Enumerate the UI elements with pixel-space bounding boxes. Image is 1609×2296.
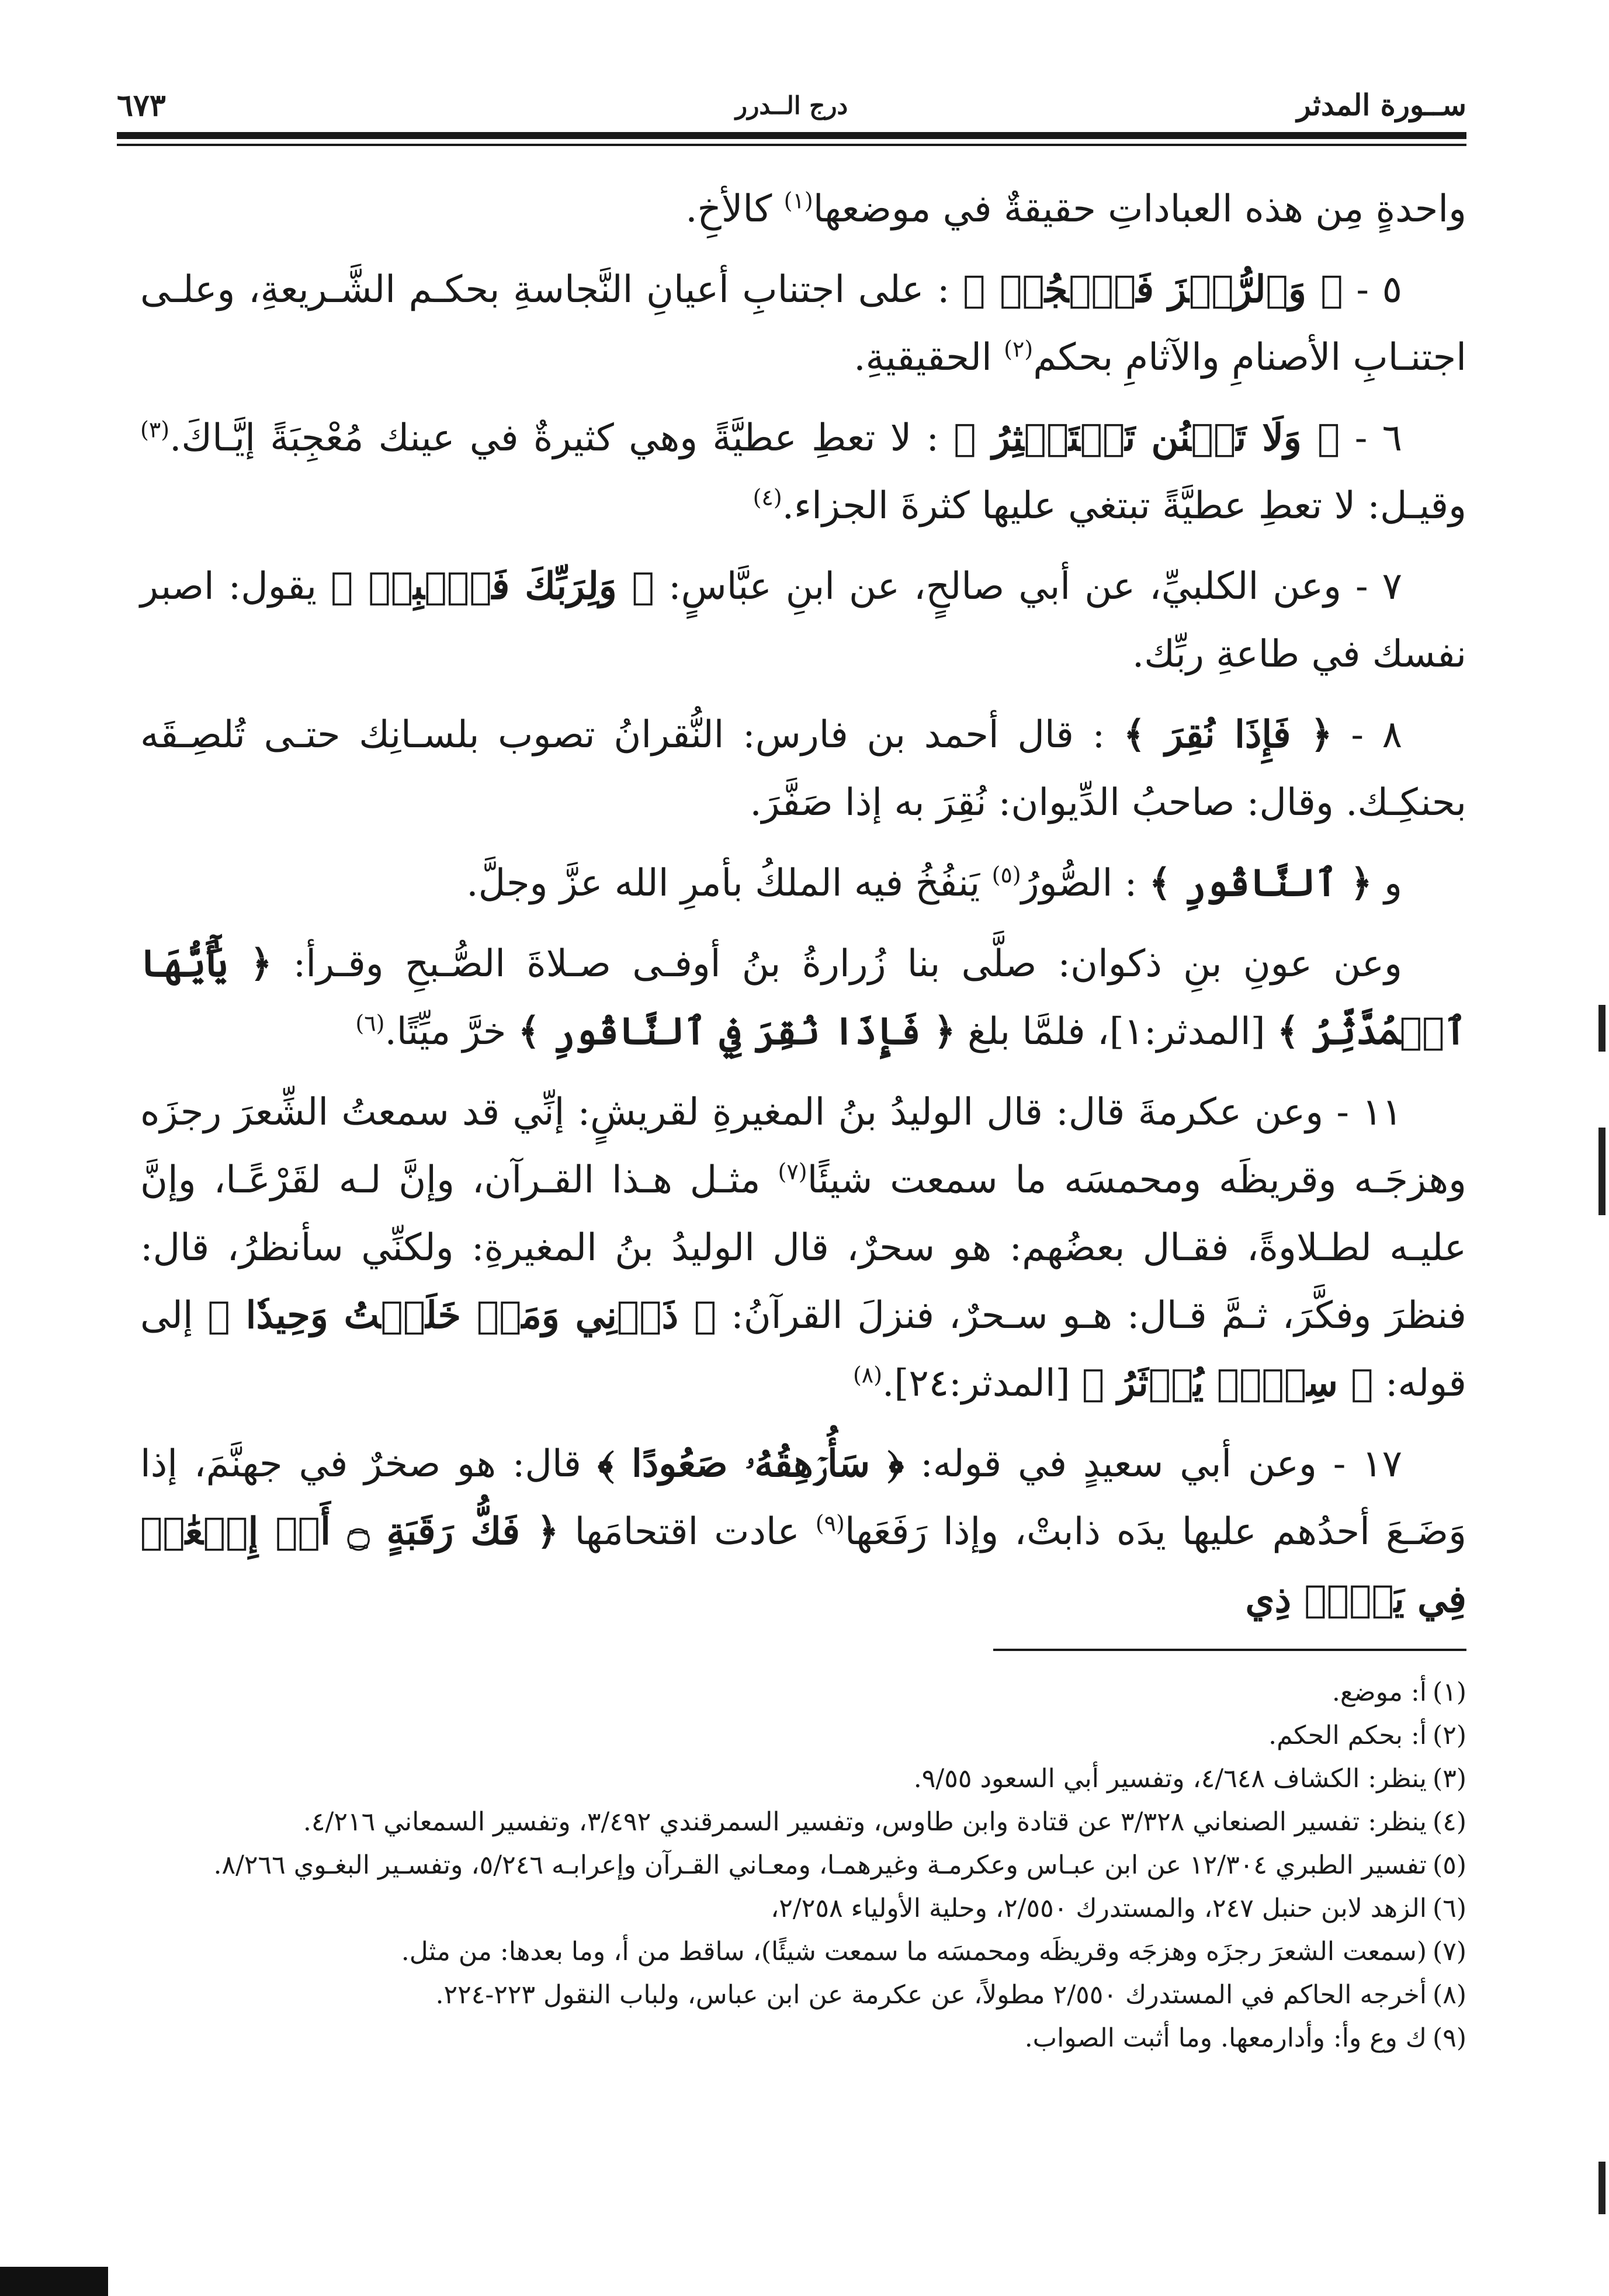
- footnote-7: [140, 1930, 1466, 1974]
- footnote-1: [140, 1671, 1466, 1714]
- footnote-text: (سمعت الشعرَ رجزَه وهزجَه وقريظَه ومحمسَه ما سمعت شيئًا)، ساقط من أ، وما بعدها: من مثل.: [401, 1937, 1427, 1966]
- footnote-5: [140, 1844, 1466, 1887]
- footnote-text: ينظر: الكشاف ٤/٦٤٨، وتفسير أبي السعود ٩/٥٥.: [913, 1764, 1427, 1794]
- p2-text: : على اجتنابِ أعيانِ النَّجاسةِ بحكـم الشَّـريعةِ، وعلـى اجتنـابِ الأصنامِ والآثامِ بحكم: [140, 268, 1466, 379]
- main-text: [140, 175, 1466, 1646]
- p3-tail: وقيـل: لا تعطِ عطيَّةً تبتغي عليها كثرةَ الجزاء.: [782, 484, 1466, 528]
- scan-bottom-bar: [0, 2267, 108, 2296]
- header-rule-thin: [117, 144, 1466, 146]
- p9-text3: عادت اقتحامَها: [559, 1510, 816, 1553]
- p8-tail: [المدثر:٢٤].: [882, 1362, 1082, 1405]
- scan-edge-mark: [1598, 2162, 1605, 2214]
- quran-ayah: ﴿ يَٰٓأَيُّهَا ٱلۡمُدَّثِّرُ ﴾: [140, 942, 1466, 1053]
- page-header: [117, 88, 1466, 129]
- quran-ayah: ﴿ ٱلنَّاقُورِ ﴾: [1149, 861, 1372, 905]
- footnote-ref: (٦): [355, 1010, 385, 1036]
- footnote-text: ك وع وأ: وأدارمعها. وما أثبت الصواب.: [1024, 2023, 1427, 2053]
- p8-text: وعن عكرمةَ قال: قال الوليدُ بنُ المغيرةِ لقريشٍ: إنِّي قد سمعتُ الشِّعرَ رجزَه وهزجَـه وقريظَه ومحمسَه ما سمعت شيئًا: [140, 1091, 1467, 1202]
- paragraph-6: [140, 849, 1466, 917]
- p3-text: : لا تعطِ عطيَّةً وهي كثيرةٌ في عينك مُعْجِبَةً إيَّـاكَ.: [169, 417, 954, 460]
- footnote-text: أ: بحكم الحكم.: [1268, 1721, 1427, 1750]
- footnote-text: أ: موضع.: [1331, 1677, 1427, 1707]
- footnote-4: [140, 1801, 1466, 1844]
- p8-text3: إلى قوله:: [140, 1294, 1466, 1405]
- p6-tail: يَنفُخُ فيه الملكُ بأمرِ الله عزَّ وجلَّ.: [466, 862, 992, 905]
- footnote-ref: (٤): [753, 484, 782, 511]
- footnote-9: [140, 2017, 1466, 2060]
- footnote-ref: (٧): [778, 1159, 807, 1185]
- paragraph-4: [140, 553, 1466, 688]
- footnote-ref: (٣): [140, 417, 170, 443]
- paragraph-2: [140, 256, 1466, 391]
- surah-title: ســورة المدثر: [1296, 88, 1466, 122]
- item-number: ٦ -: [1340, 417, 1403, 460]
- scan-edge-mark: [1598, 1005, 1605, 1052]
- item-number: ١٧ -: [1316, 1442, 1403, 1486]
- item-number: ٥ -: [1343, 268, 1403, 311]
- p9-text2: قال: هو صخرٌ في جهنَّمَ، إذا وَضَـعَ أحدُهم عليها يدَه ذابتْ، وإذا رَفَعَها: [140, 1442, 1467, 1553]
- paragraph-5: [140, 701, 1466, 837]
- footnote-number: (٢): [1433, 1721, 1466, 1750]
- p8-text2: مثـل هـذا القـرآن، وإنَّ لـه لقَرْعًـا، وإنَّ عليـه لطـلاوةً، فقـال بعضُهم: هو سحرٌ، قال الوليدُ بنُ المغيرةِ: ولكنِّي سأنظرُ، قال: فنظرَ وفكَّرَ، ثـمَّ قـال: هـو سـحرٌ، فنزلَ القرآنُ:: [140, 1159, 1467, 1337]
- page-number: ٦٧٣: [117, 88, 166, 123]
- quran-ayah: ﴿ وَلِرَبِّكَ فَٱصۡبِرۡ ﴾: [331, 564, 655, 608]
- quran-ayah: ﴿ سَأُرۡهِقُهُۥ صَعُودًا ﴾: [597, 1442, 904, 1486]
- footnote-text: الزهد لابن حنبل ٢٤٧، والمستدرك ٢/٥٥٠، وحلية الأولياء ٢/٢٥٨،: [771, 1893, 1427, 1923]
- footnote-ref: (٥): [991, 862, 1021, 888]
- quran-ayah: ﴿ ذَرۡنِي وَمَنۡ خَلَقۡتُ وَحِيدٗا ﴾: [207, 1293, 717, 1337]
- footnote-3: [140, 1757, 1466, 1801]
- footnote-8: [140, 1974, 1466, 2017]
- p7-text: وعن عونِ بنِ ذكوان: صلَّى بنا زُرارةُ بنُ أوفـى صـلاةَ الصُّـبحِ وقـرأ:: [272, 942, 1403, 986]
- footnote-2: [140, 1714, 1466, 1757]
- quran-ayah: ﴿ فَإِذَا نُقِرَ فِي ٱلنَّاقُورِ ﴾: [518, 1010, 956, 1053]
- p6-lead: و: [1372, 862, 1402, 905]
- p9-text: وعن أبي سعيدٍ في قوله:: [904, 1442, 1317, 1486]
- quran-ayah: ﴿ وَلَا تَمۡنُن تَسۡتَكۡثِرُ ﴾: [953, 416, 1340, 460]
- paragraph-9: [140, 1430, 1466, 1633]
- book-title: درج الــدرر: [735, 91, 848, 120]
- footnote-text: أخرجه الحاكم في المستدرك ٢/٥٥٠ مطولاً، عن عكرمة عن ابن عباس، ولباب النقول ٢٢٣-٢٢٤.: [435, 1980, 1427, 2010]
- p5-text: : قال أحمد بن فارس: النُّقرانُ تصوب بلسـانِك حتـى تُلصِـقَه بحنكِـك. وقال: صاحبُ الدِّيوان: نُقِرَ به إذا صَفَّرَ.: [140, 713, 1466, 824]
- p7-text2: [المدثر:١]، فلمَّا بلغ: [955, 1010, 1277, 1053]
- footnote-number: (٤): [1433, 1807, 1466, 1837]
- paragraph-3: [140, 404, 1466, 540]
- quran-ayah: ﴿ فَإِذَا نُقِرَ ﴾: [1123, 713, 1333, 757]
- p4-tail: يقول: اصبر نفسك في طاعةِ ربِّك.: [140, 565, 1466, 676]
- footnote-ref: (٩): [815, 1510, 845, 1537]
- footnote-ref: (١): [783, 188, 813, 214]
- quran-ayah: ﴿ وَٱلرُّجۡزَ فَٱهۡجُرۡ ﴾: [963, 268, 1343, 311]
- p2-tail: الحقيقيةِ.: [854, 336, 1004, 379]
- scan-edge-mark: [1598, 1128, 1605, 1215]
- item-number: ١١ -: [1323, 1091, 1403, 1134]
- header-rule-thick: [117, 132, 1466, 139]
- footnote-text: ينظر: تفسير الصنعاني ٣/٣٢٨ عن قتادة وابن طاوس، وتفسير السمرقندي ٣/٤٩٢، وتفسير السمعاني ٤/٢١٦.: [303, 1807, 1427, 1837]
- footnotes: [140, 1671, 1466, 2060]
- footnote-number: (٦): [1433, 1893, 1466, 1923]
- paragraph-1: [140, 175, 1466, 243]
- p1-tail: كالأخِ.: [685, 188, 784, 231]
- footnote-number: (٧): [1433, 1937, 1466, 1966]
- item-number: ٨ -: [1332, 713, 1402, 757]
- footnote-number: (١): [1433, 1677, 1466, 1707]
- footnote-6: [140, 1887, 1466, 1930]
- p7-tail: خرَّ ميِّتًا.: [384, 1010, 518, 1053]
- paragraph-7: [140, 930, 1466, 1066]
- p4-text: وعن الكلبيِّ، عن أبي صالحٍ، عن ابنِ عبَّاسٍ:: [654, 565, 1342, 608]
- footnote-text: تفسير الطبري ١٢/٣٠٤ عن ابن عبـاس وعكرمـة وغيرهمـا، ومعـاني القـرآن وإعرابـه ٥/٢٤٦، وتفسـير البغـوي ٨/٢٦٦.: [213, 1850, 1427, 1880]
- footnote-number: (٣): [1433, 1764, 1466, 1794]
- footnote-ref: (٨): [852, 1362, 883, 1388]
- footnote-number: (٩): [1433, 2023, 1466, 2053]
- footnote-number: (٥): [1433, 1850, 1466, 1880]
- quran-ayah: ﴿ سِحۡرٞ يُؤۡثَرُ ﴾: [1081, 1361, 1374, 1405]
- p6-text: : الصُّورُ: [1021, 862, 1149, 905]
- footnote-number: (٨): [1433, 1980, 1466, 2010]
- p1-text: واحدةٍ مِن هذه العباداتِ حقيقةٌ في موضعها: [813, 188, 1466, 231]
- item-number: ٧ -: [1341, 565, 1403, 608]
- paragraph-8: [140, 1078, 1466, 1417]
- quran-ayah: ﴿ فَكُّ رَقَبَةٍ ۝ أَوۡ إِطۡعَٰمٞ فِي يَوۡمٖ ذِي: [140, 1510, 1466, 1621]
- footnote-separator: [993, 1649, 1466, 1651]
- footnote-ref: (٢): [1004, 336, 1034, 362]
